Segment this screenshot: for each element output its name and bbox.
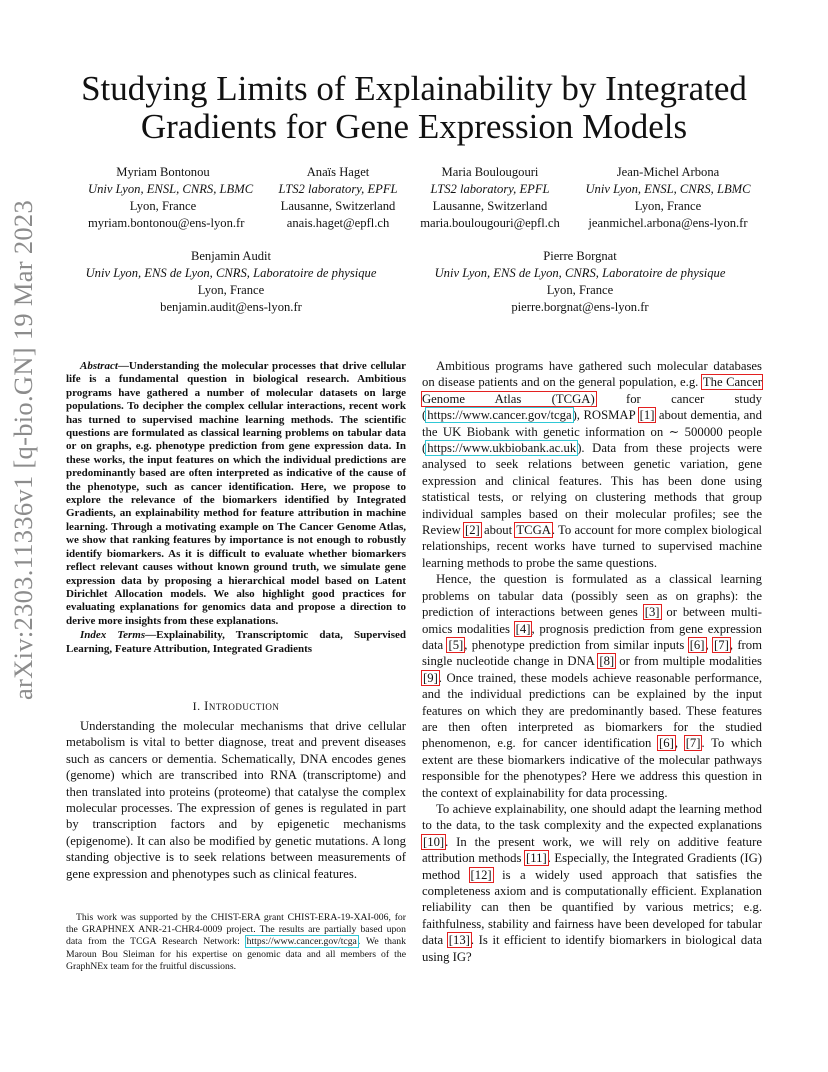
author-email[interactable]: benjamin.audit@ens-lyon.fr xyxy=(160,300,302,314)
body-text: , xyxy=(705,637,714,652)
index-terms-text: —Explainability, Transcriptomic data, Supervised Learning, Feature Attribution, Integrated Gradients xyxy=(66,629,406,655)
author-affiliation: Univ Lyon, ENS de Lyon, CNRS, Laboratoire de physique xyxy=(434,266,726,280)
body-text: . To which extent are these biomarkers indicative of the molecular pathways responsible for the phenotypes? Here we address this question in the context of explainability for data processing. xyxy=(422,736,763,800)
footnote-link[interactable]: https://www.cancer.gov/tcga xyxy=(246,936,357,948)
citation-link[interactable]: TCGA xyxy=(516,523,551,538)
body-text: is a widely used approach that satisfies the completeness axiom and is computationally efficient. Explanation reliability can then be quantified by various metrics; e.g. faithfulness, stability and fairness have been developed for tabular data xyxy=(422,867,763,948)
author-block-3 xyxy=(414,164,566,232)
author-name: Pierre Borgnat xyxy=(543,249,617,263)
citation-link[interactable]: The Cancer Genome Atlas (TCGA) xyxy=(422,375,762,406)
abstract xyxy=(66,360,406,656)
paragraph-1 xyxy=(422,358,762,571)
author-email[interactable]: myriam.bontonou@ens-lyon.fr xyxy=(88,216,245,230)
citation-link[interactable]: [9] xyxy=(423,670,438,685)
body-text: or from multiple modalities xyxy=(615,654,762,669)
author-location: Lausanne, Switzerland xyxy=(280,199,396,213)
footnote xyxy=(66,912,406,973)
body-text: , prognosis prediction from gene expression data xyxy=(422,621,762,652)
author-location: Lyon, France xyxy=(546,283,614,297)
author-location: Lausanne, Switzerland xyxy=(432,199,548,213)
body-text: . To account for more complex biological relationships, recent works have turned to supervised machine learning methods to probe the same questions. xyxy=(422,523,762,570)
url-link[interactable]: https://www.cancer.gov/tcga xyxy=(427,408,572,423)
section-number: I. xyxy=(192,699,201,713)
author-block-5 xyxy=(66,248,396,316)
index-terms xyxy=(66,629,406,656)
author-block-1 xyxy=(88,164,254,232)
citation-link[interactable]: [4] xyxy=(515,621,531,636)
body-text: . Once trained, these models achieve reasonable performance, and the individual predictions can be explained by the input features on which they are predominantly based. These features are then often interpreted as biomarkers for the studied phenomenon, e.g. for cancer identification xyxy=(422,670,762,751)
paragraph-3 xyxy=(422,801,762,965)
section-title: Introduction xyxy=(204,699,280,713)
footnote-text: . We thank Maroun Bou Sleiman for his expertise on genomic data and all members of the GraphNEx team for the fruitful discussions. xyxy=(66,936,406,972)
intro-column xyxy=(66,718,406,882)
body-text: To achieve explainability, one should adapt the learning method to the data, to the task complexity and the expected explanations xyxy=(422,801,762,833)
url-link[interactable]: https://www.ukbiobank.ac.uk xyxy=(427,441,577,456)
author-affiliation: Univ Lyon, ENS de Lyon, CNRS, Laboratoire de physique xyxy=(85,266,377,280)
author-name: Myriam Bontonou xyxy=(116,165,210,179)
author-block-2 xyxy=(268,164,408,232)
abstract-label: Abstract xyxy=(80,360,118,372)
section-heading xyxy=(66,699,406,714)
body-text: about dementia, and the UK Biobank with genetic information on ∼ 500000 people ( xyxy=(422,408,762,456)
author-block-6 xyxy=(415,248,745,316)
citation-link[interactable]: [6] xyxy=(689,637,705,652)
author-affiliation: Univ Lyon, ENSL, CNRS, LBMC xyxy=(585,182,751,196)
author-name: Jean-Michel Arbona xyxy=(616,165,720,179)
body-text: ). Data from these projects were analysed to seek relations between genetic variation, gene expression and clinical features. This has been done using statistical tests, or relying on clustering methods that group individual samples based on their molecular profiles; see the Review xyxy=(422,441,762,538)
arxiv-identifier: arXiv:2303.11336v1 [q-bio.GN] 19 Mar 2023 xyxy=(8,199,38,700)
index-terms-label: Index Terms xyxy=(80,629,146,642)
body-text: ), ROSMAP xyxy=(572,408,639,423)
title-line-2: Gradients for Gene Expression Models xyxy=(140,107,688,146)
body-text: , xyxy=(674,736,685,751)
author-email[interactable]: pierre.borgnat@ens-lyon.fr xyxy=(511,300,649,314)
author-name: Benjamin Audit xyxy=(190,249,272,263)
abstract-paragraph xyxy=(66,360,406,628)
citation-link[interactable]: [13] xyxy=(448,933,470,948)
citation-link[interactable]: [7] xyxy=(714,637,729,652)
body-text: for cancer study ( xyxy=(422,391,762,423)
author-affiliation: Univ Lyon, ENSL, CNRS, LBMC xyxy=(88,182,254,196)
intro-paragraph: Understanding the molecular mechanisms that drive cellular metabolism is vital to better diagnose, treat and prevent diseases such as cancers or dementia. Schematically, DNA encodes genes (genome) which are transcribed into RNA (transcriptome) and then translated into proteins (proteome) that catalyse the complex molecular processes. The expression of genes is regulated in part by transcription factors and by epigenetic mechanisms (epigenome). It can also be modified by genetic mutations. A long standing objective is to seek relations between measurements of gene expression and phenotypes such as clinical features. xyxy=(66,719,406,881)
citation-link[interactable]: [3] xyxy=(644,605,660,620)
author-affiliation: LTS2 laboratory, EPFL xyxy=(278,182,398,196)
body-text: . Is it efficient to identify biomarkers in biological data using IG? xyxy=(422,933,762,964)
author-name: Maria Boulougouri xyxy=(441,165,539,179)
author-location: Lyon, France xyxy=(634,199,702,213)
citation-link[interactable]: [12] xyxy=(470,867,492,882)
body-text: . Especially, the Integrated Gradients (IG) method xyxy=(422,851,762,882)
body-text: Hence, the question is formulated as a classical learning problems on tabular data (possibly seen as on graphs): the prediction of interactions between genes xyxy=(422,572,762,620)
author-email[interactable]: maria.boulougouri@epfl.ch xyxy=(420,216,560,230)
right-column xyxy=(422,358,762,965)
citation-link[interactable]: [2] xyxy=(464,523,480,538)
citation-link[interactable]: [11] xyxy=(526,851,547,866)
body-text: or between multi-omics modalities xyxy=(422,605,762,636)
author-block-4 xyxy=(578,164,758,232)
footnote-text: This work was supported by the CHIST-ERA grant CHIST-ERA-19-XAI-006, for the GRAPHNEX ANR-21-CHR4-0009 project. The results are partially based upon data from the TCGA Research Network: xyxy=(66,912,406,948)
title-line-1: Studying Limits of Explainability by Integrated xyxy=(81,69,747,108)
author-affiliation: LTS2 laboratory, EPFL xyxy=(430,182,550,196)
body-text: , from single nucleotide change in DNA xyxy=(422,637,762,669)
citation-link[interactable]: [7] xyxy=(685,736,701,751)
citation-link[interactable]: [8] xyxy=(599,654,615,669)
body-text: about xyxy=(480,523,516,538)
author-email[interactable]: anais.haget@epfl.ch xyxy=(286,216,390,230)
citation-link[interactable]: [6] xyxy=(659,736,674,751)
citation-link[interactable]: [1] xyxy=(639,408,655,423)
abstract-text: —Understanding the molecular processes that drive cellular life is a fundamental question in biological research. Ambitious programs have gathered a number of molecular datasets on large populations. To decipher the complex cellular interactions, recent work has turned to supervised machine learning methods. The scientific questions are formulated as classical learning problems on tabular data or on graphs, e.g. phenotype prediction from gene expression data. In these works, the input features on which the individual predictions are predominantly based are often interpreted as indicative of the cause of the phenotype, such as cancer identification. Here, we propose to explore the relevance of the biomarkers identified by Integrated Gradients, an explainability method for feature attribution in machine learning. Through a motivating example on The Cancer Genome Atlas, we show that ranking features by importance is not enough to robustly identify biomarkers. As it is difficult to evaluate whether biomarkers reflect relevant causes without known ground truth, we simulate gene expression data by proposing a hierarchical model based on Latent Dirichlet Allocation models. We also highlight good practices for evaluating explanations for genomics data and propose a direction to derive more insights from these explanations. xyxy=(66,360,406,627)
body-text: Ambitious programs have gathered such molecular databases on disease patients and on the general population, e.g. xyxy=(422,359,762,390)
footnote-paragraph xyxy=(66,912,406,973)
citation-link[interactable]: [10] xyxy=(423,834,445,849)
paragraph-2 xyxy=(422,571,762,801)
author-location: Lyon, France xyxy=(129,199,197,213)
paper-title xyxy=(0,70,828,146)
body-text: , phenotype prediction from similar inputs xyxy=(464,637,689,652)
author-email[interactable]: jeanmichel.arbona@ens-lyon.fr xyxy=(588,216,748,230)
author-location: Lyon, France xyxy=(197,283,265,297)
author-name: Anaïs Haget xyxy=(306,165,370,179)
citation-link[interactable]: [5] xyxy=(448,637,464,652)
body-text: . In the present work, we will rely on additive feature attribution methods xyxy=(422,834,762,866)
